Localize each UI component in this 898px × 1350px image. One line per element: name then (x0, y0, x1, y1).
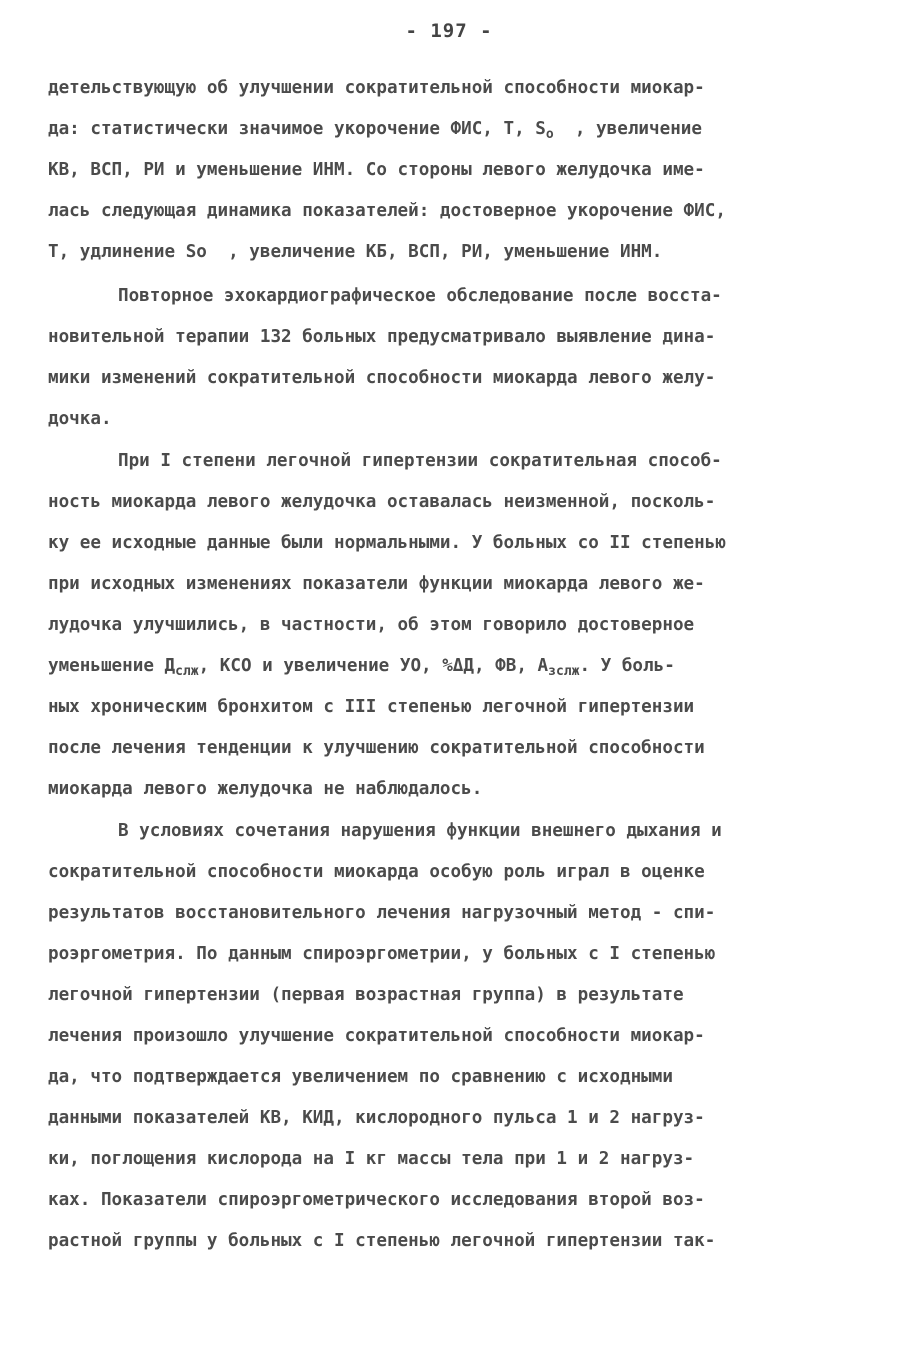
text-fragment: уменьшение Д (48, 656, 176, 676)
text-line: данными показателей КВ, КИД, кислородного пульса 1 и 2 нагруз- (48, 1108, 705, 1128)
text-line: да, что подтверждается увеличением по сравнению с исходными (48, 1067, 673, 1087)
subscript: o (545, 127, 554, 142)
text-line: новительной терапии 132 больных предусматривало выявление дина- (48, 327, 716, 347)
text-fragment: да: статистически значимое укорочение ФИС, Т, S (48, 119, 546, 139)
text-line: растной группы у больных с I степенью легочной гипертензии так- (48, 1231, 716, 1251)
text-line (48, 117, 702, 141)
text-line: лась следующая динамика показателей: достоверное укорочение ФИС, (48, 201, 726, 221)
subscript: зслж (548, 664, 580, 679)
text-line: после лечения тенденции к улучшению сократительной способности (48, 738, 705, 758)
text-fragment: , увеличение (553, 119, 702, 139)
text-line: при исходных изменениях показатели функции миокарда левого же- (48, 574, 705, 594)
text-fragment: . У боль- (579, 656, 675, 676)
text-line: ку ее исходные данные были нормальными. У больных со II степенью (48, 533, 726, 553)
text-line: КВ, ВСП, РИ и уменьшение ИНМ. Со стороны левого желудочка име- (48, 160, 705, 180)
text-line: Т, удлинение So , увеличение КБ, ВСП, РИ, уменьшение ИНМ. (48, 242, 663, 262)
text-line: мики изменений сократительной способности миокарда левого желу- (48, 368, 716, 388)
text-line: лечения произошло улучшение сократительной способности миокар- (48, 1026, 705, 1046)
text-line: дочка. (48, 409, 112, 429)
paragraph-first-line: Повторное эхокардиографическое обследование после восста- (118, 286, 722, 306)
paragraph-first-line: При I степени легочной гипертензии сократительная способ- (118, 451, 722, 471)
paragraph-first-line: В условиях сочетания нарушения функции внешнего дыхания и (118, 821, 722, 841)
text-line: ки, поглощения кислорода на I кг массы тела при 1 и 2 нагруз- (48, 1149, 695, 1169)
text-line: детельствующую об улучшении сократительной способности миокар- (48, 78, 705, 98)
text-line: ность миокарда левого желудочка оставалась неизменной, посколь- (48, 492, 716, 512)
page-number: - 197 - (405, 20, 493, 42)
text-line: сократительной способности миокарда особую роль играл в оценке (48, 862, 705, 882)
text-fragment: , КСО и увеличение УО, %ΔД, ФВ, А (198, 656, 549, 676)
subscript: слж (175, 664, 199, 679)
text-line: лудочка улучшились, в частности, об этом говорило достоверное (48, 615, 695, 635)
text-line: легочной гипертензии (первая возрастная группа) в результате (48, 985, 684, 1005)
text-line: роэргометрия. По данным спироэргометрии, у больных с I степенью (48, 944, 716, 964)
text-line: миокарда левого желудочка не наблюдалось. (48, 779, 483, 799)
text-line: ках. Показатели спироэргометрического исследования второй воз- (48, 1190, 705, 1210)
text-line: ных хроническим бронхитом с III степенью легочной гипертензии (48, 697, 695, 717)
text-line: результатов восстановительного лечения нагрузочный метод - спи- (48, 903, 716, 923)
text-line (48, 654, 675, 678)
